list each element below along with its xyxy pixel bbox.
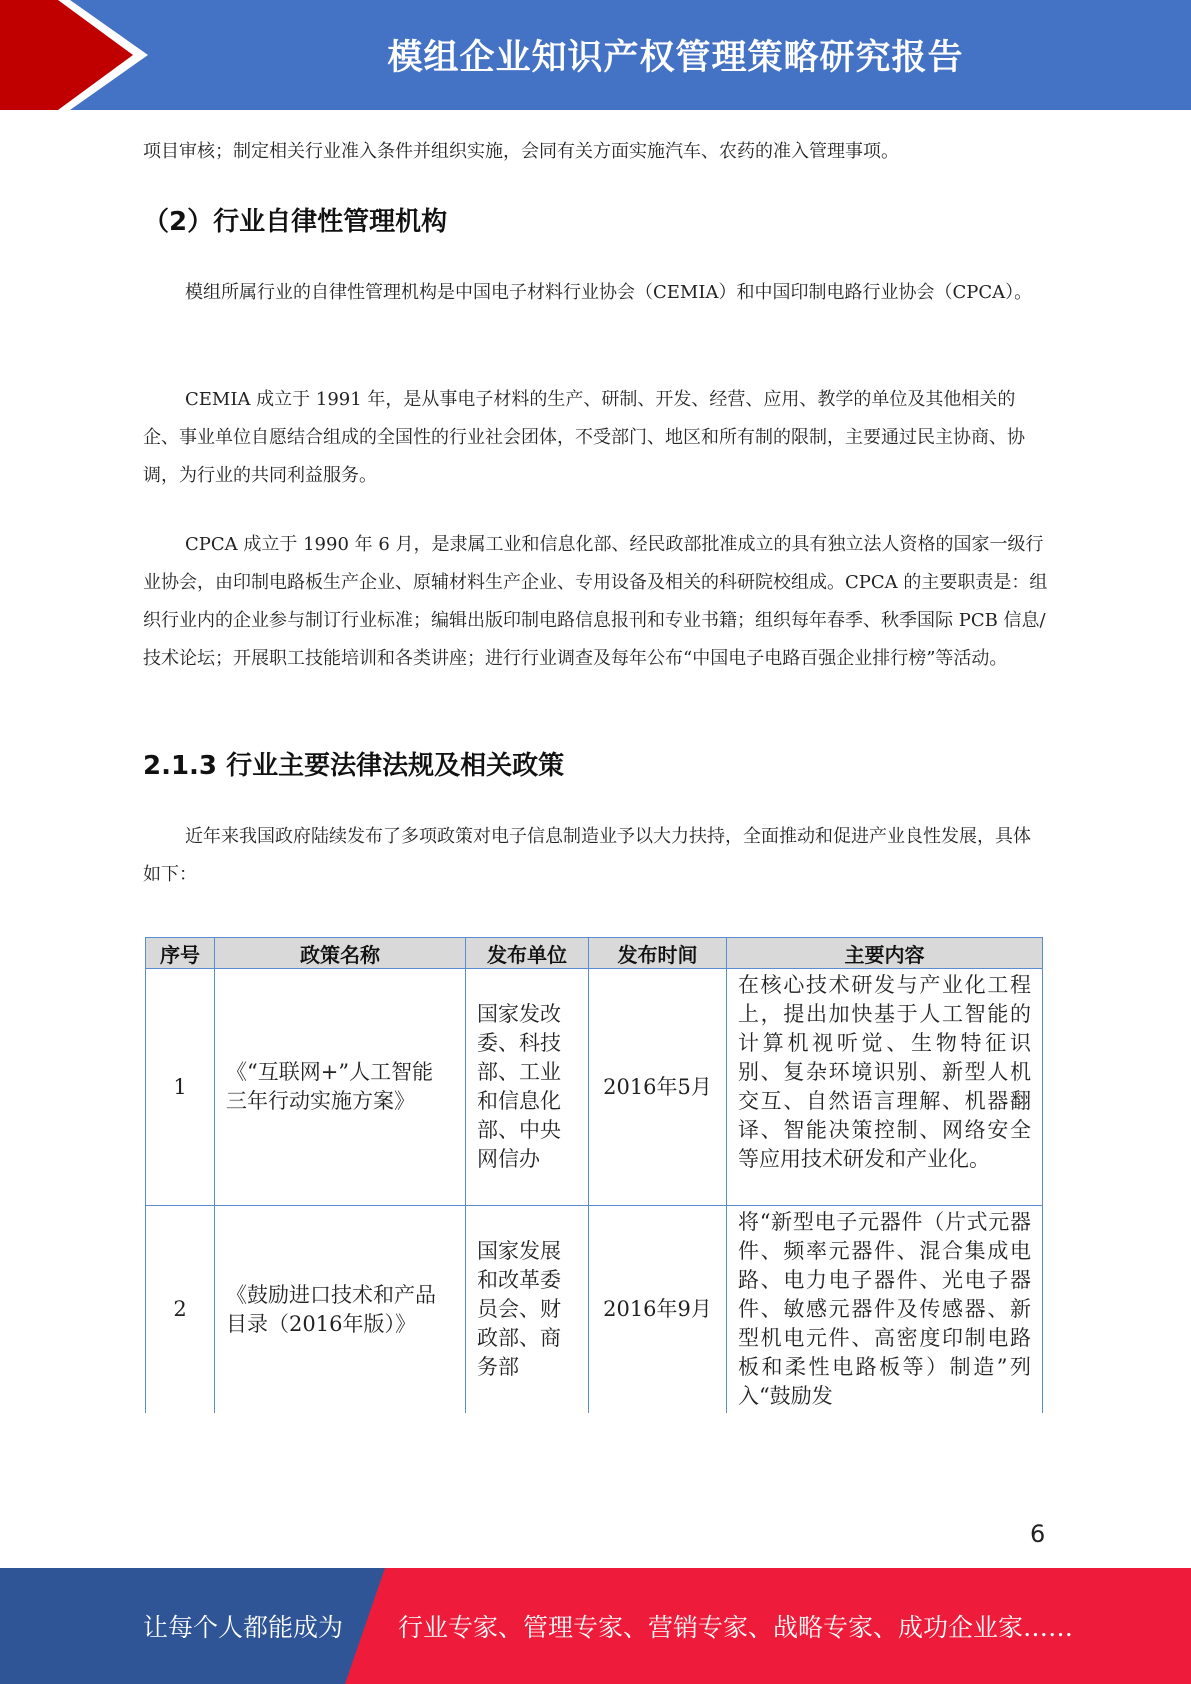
page-number: 6 [1030,1520,1046,1548]
section-heading-self-regulation: （2）行业自律性管理机构 [143,207,448,237]
cell-policy-name: 《鼓励进口技术和产品目录（2016年版）》 [215,1206,466,1414]
section-heading-laws-policies: 2.1.3 行业主要法律法规及相关政策 [143,751,565,781]
col-header-date: 发布时间 [589,938,727,969]
col-header-name: 政策名称 [215,938,466,969]
footer-slogan-right: 行业专家、管理专家、营销专家、战略专家、成功企业家…… [398,1613,1074,1642]
col-header-issuer: 发布单位 [466,938,589,969]
paragraph-cpca: CPCA 成立于 1990 年 6 月，是隶属工业和信息化部、经民政部批准成立的具有独立法人资格的国家一级行业协会，由印制电路板生产企业、原辅材料生产企业、专用设备及相关的科研院校组成。CPCA 的主要职责是：组织行业内的企业参与制订行业标准；编辑出版印制电路信息报刊和专业书籍；组织每年春季、秋季国际 PCB 信息/技术论坛；开展职工技能培训和各类讲座；进行行业调查及每年公布“中国电子电路百强企业排行榜”等活动。 [143,534,1048,669]
paragraph-cemia: CEMIA 成立于 1991 年，是从事电子材料的生产、研制、开发、经营、应用、教学的单位及其他相关的企、事业单位自愿结合组成的全国性的行业社会团体，不受部门、地区和所有制的限制，主要通过民主协商、协调，为行业的共同利益服务。 [143,389,1025,486]
footer-slogan-left: 让每个人都能成为 [143,1613,344,1642]
cell-date: 2016年5月 [589,969,727,1206]
cell-no: 1 [146,969,215,1206]
cell-issuer: 国家发展和改革委员会、财政部、商务部 [466,1206,589,1414]
col-header-no: 序号 [146,938,215,969]
table-header-row [146,938,1043,969]
cell-content: 在核心技术研发与产业化工程上，提出加快基于人工智能的计算机视听觉、生物特征识别、复杂环境识别、新型人机交互、自然语言理解、机器翻译、智能决策控制、网络安全等应用技术研发和产业化。 [727,969,1043,1206]
paragraph-policy-intro: 近年来我国政府陆续发布了多项政策对电子信息制造业予以大力扶持，全面推动和促进产业良性发展，具体如下： [143,826,1031,885]
cell-issuer: 国家发改委、科技部、工业和信息化部、中央网信办 [466,969,589,1206]
report-title: 模组企业知识产权管理策略研究报告 [387,38,964,78]
cell-content: 将“新型电子元器件（片式元器件、频率元器件、混合集成电路、电力电子器件、光电子器件、敏感元器件及传感器、新型机电元件、高密度印制电路板和柔性电路板等）制造”列入“鼓励发 [727,1206,1043,1414]
cell-policy-name: 《“互联网+”人工智能三年行动实施方案》 [215,969,466,1206]
page-header [0,0,1191,110]
table-row [146,1206,1043,1414]
header-arrow-icon [0,0,160,110]
cell-date: 2016年9月 [589,1206,727,1414]
cell-no: 2 [146,1206,215,1414]
paragraph-continuation: 项目审核；制定相关行业准入条件并组织实施，会同有关方面实施汽车、农药的准入管理事项。 [143,141,899,162]
paragraph-self-regulation-intro: 模组所属行业的自律性管理机构是中国电子材料行业协会（CEMIA）和中国印制电路行业协会（CPCA）。 [185,282,1033,303]
col-header-content: 主要内容 [727,938,1043,969]
policy-table [145,937,1043,1413]
page-footer [0,1568,1191,1684]
table-row [146,969,1043,1206]
